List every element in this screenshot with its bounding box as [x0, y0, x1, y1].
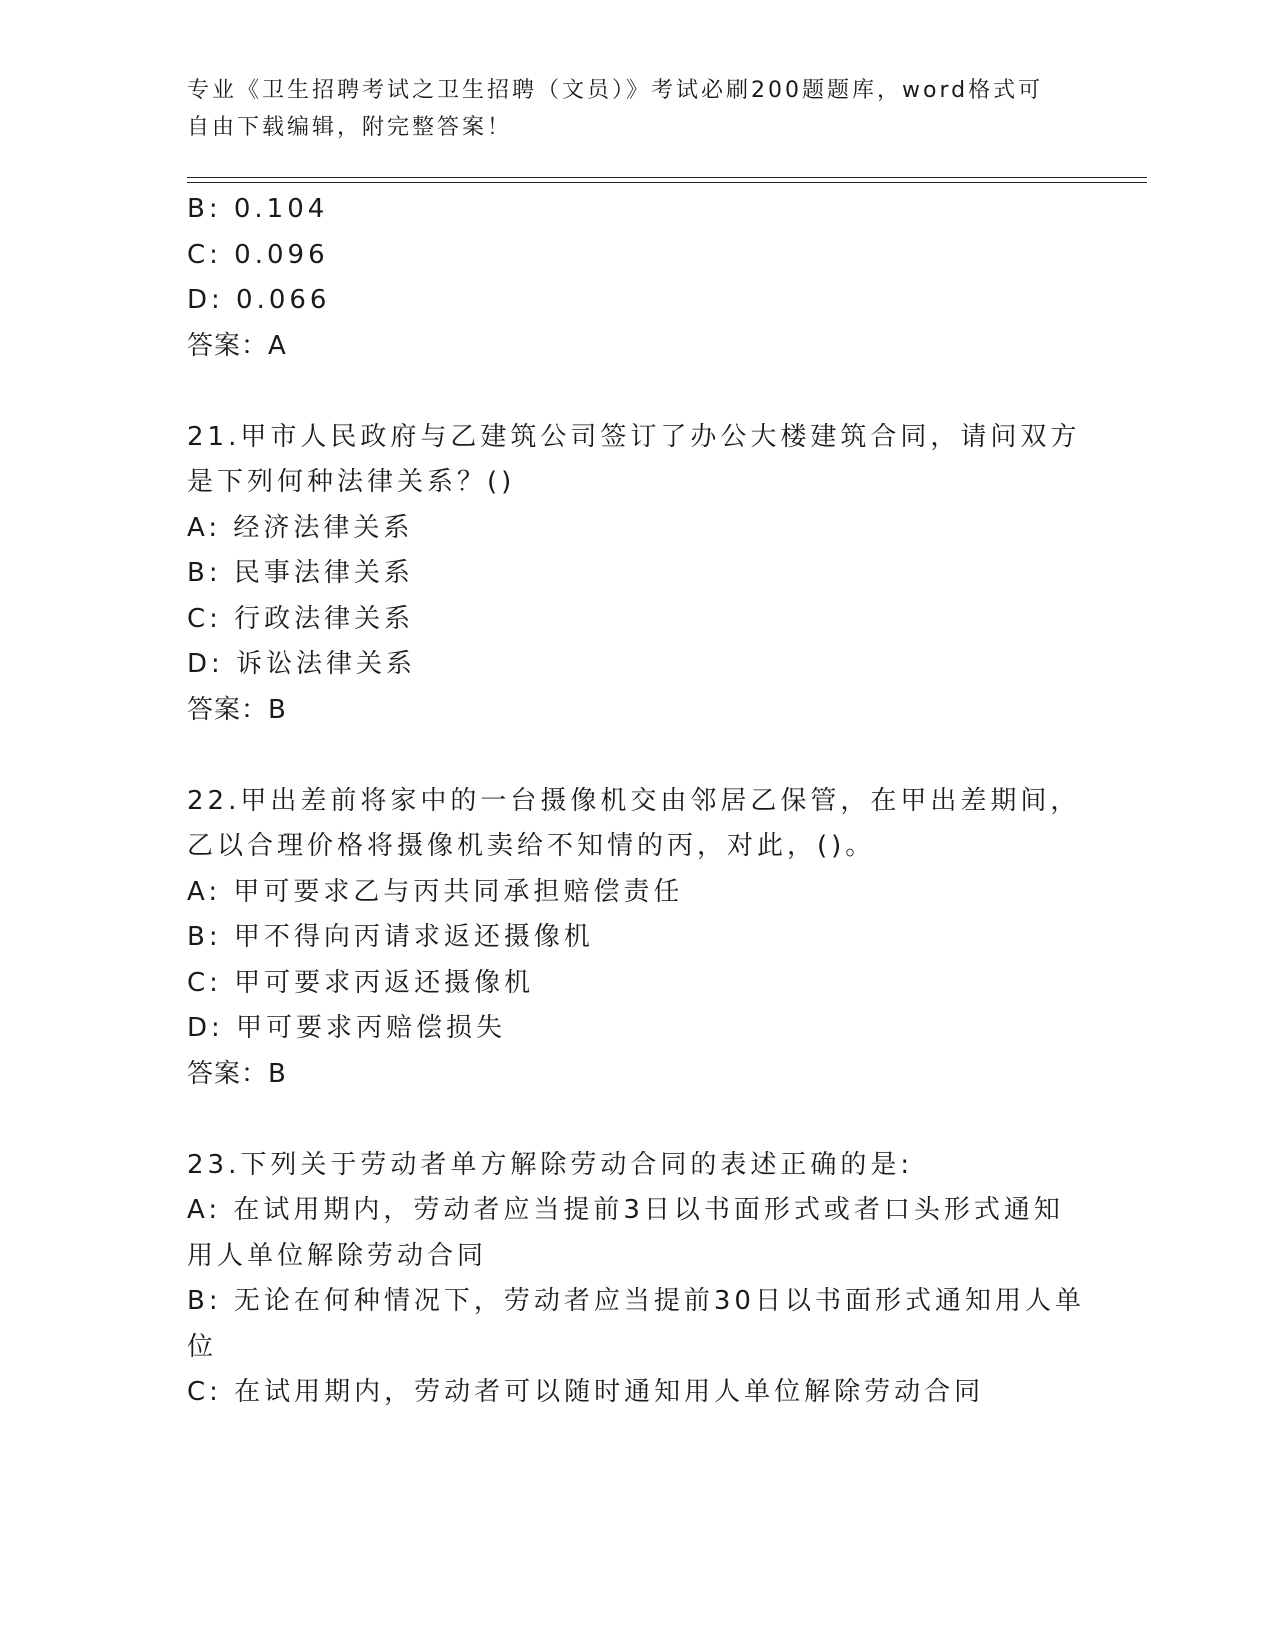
question-21 [187, 415, 1087, 734]
option-c: C: 行政法律关系 [187, 603, 415, 634]
option-b: B: 甲不得向丙请求返还摄像机 [187, 922, 594, 952]
question-23 [187, 1143, 1087, 1416]
option-b: B: 无论在何种情况下，劳动者应当提前30日以书面形式通知用人单位 [187, 1286, 1085, 1362]
option-a: A: 甲可要求乙与丙共同承担赔偿责任 [187, 876, 684, 907]
header-rule-bottom [187, 182, 1147, 183]
option-d: D: 0.066 [187, 285, 331, 315]
answer-line: 答案：A [187, 330, 287, 361]
question-text: 23.下列关于劳动者单方解除劳动合同的表述正确的是: [187, 1149, 914, 1180]
option-b: B: 民事法律关系 [187, 558, 414, 588]
header-rule-top [187, 177, 1147, 178]
spacer [187, 369, 1087, 415]
question-text: 21.甲市人民政府与乙建筑公司签订了办公大楼建筑合同，请问双方是下列何种法律关系？() [187, 421, 1081, 497]
option-a: A: 在试用期内，劳动者应当提前3日以书面形式或者口头形式通知用人单位解除劳动合同 [187, 1195, 1064, 1271]
option-a: A: 经济法律关系 [187, 512, 414, 543]
option-d: D: 诉讼法律关系 [187, 649, 417, 679]
option-b: B: 0.104 [187, 194, 329, 224]
option-d: D: 甲可要求丙赔偿损失 [187, 1013, 507, 1043]
question-22 [187, 779, 1087, 1098]
question-text: 22.甲出差前将家中的一台摄像机交由邻居乙保管，在甲出差期间，乙以合理价格将摄像机卖给不知情的丙，对此，()。 [187, 785, 1081, 861]
option-c: C: 甲可要求丙返还摄像机 [187, 967, 535, 998]
option-c: C: 在试用期内，劳动者可以随时通知用人单位解除劳动合同 [187, 1377, 985, 1407]
previous-question-tail [187, 187, 1087, 369]
document-body [187, 187, 1087, 1416]
spacer [187, 733, 1087, 779]
answer-line: 答案：B [187, 1058, 287, 1089]
option-c: C: 0.096 [187, 239, 329, 270]
spacer [187, 1097, 1087, 1143]
document-header: 专业《卫生招聘考试之卫生招聘（文员）》考试必刷200题题库，word格式可自由下载编辑，附完整答案！ [187, 78, 1044, 140]
answer-line: 答案：B [187, 694, 287, 725]
